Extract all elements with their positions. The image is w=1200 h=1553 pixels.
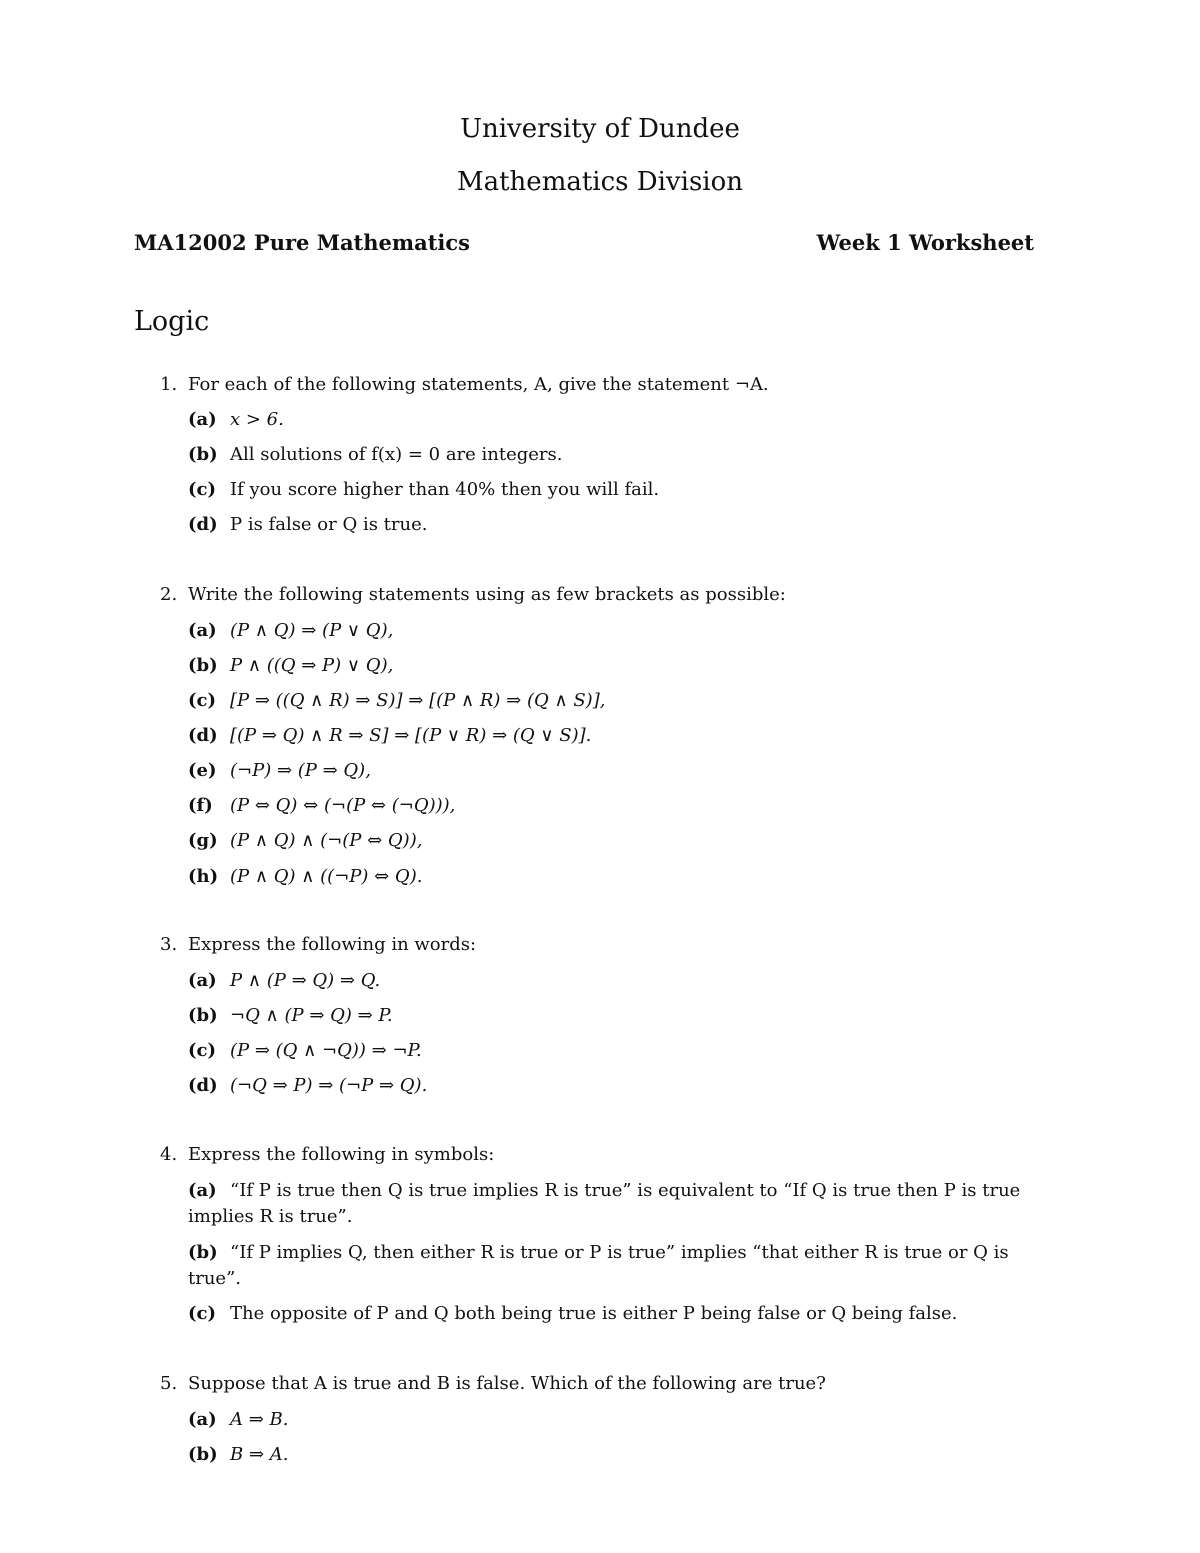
part-label: (e) [188, 760, 217, 781]
question-3-part-c [188, 1038, 1058, 1064]
part-text: (P ⇒ (Q ∧ ¬Q)) ⇒ ¬P. [230, 1040, 422, 1061]
part-text: x > 6. [230, 409, 284, 430]
question-2-part-e [188, 758, 1058, 784]
part-text: (P ∧ Q) ∧ ((¬P) ⇔ Q). [230, 866, 423, 887]
question-number: 3. [160, 934, 178, 955]
question-4-part-a [188, 1178, 1058, 1230]
part-text: (P ∧ Q) ⇒ (P ∨ Q), [230, 620, 394, 641]
question-1-part-a [188, 407, 1058, 433]
question-2-part-a [188, 618, 1058, 644]
part-label: (a) [188, 409, 217, 430]
question-2-part-f [188, 793, 1058, 819]
section-heading: Logic [134, 306, 210, 337]
question-3 [160, 933, 1060, 957]
week-label: Week 1 Worksheet [816, 230, 1034, 255]
question-5-part-a [188, 1407, 1058, 1433]
part-label: (b) [188, 655, 218, 676]
part-label: (c) [188, 690, 216, 711]
question-3-part-a [188, 968, 1058, 994]
question-1-part-b [188, 442, 1058, 468]
question-1-part-c [188, 477, 1058, 503]
part-label: (g) [188, 830, 218, 851]
question-5 [160, 1372, 1060, 1396]
question-2 [160, 583, 1060, 607]
question-3-part-b [188, 1003, 1058, 1029]
part-label: (c) [188, 1303, 216, 1324]
part-text: (P ∧ Q) ∧ (¬(P ⇔ Q)), [230, 830, 423, 851]
part-label: (a) [188, 1180, 217, 1201]
part-text: “If P is true then Q is true implies R is true” is equivalent to “If Q is true then P is true implies R is true”. [188, 1180, 1021, 1227]
part-text: B ⇒ A. [230, 1444, 289, 1465]
part-label: (b) [188, 1005, 218, 1026]
part-label: (a) [188, 970, 217, 991]
question-2-part-b [188, 653, 1058, 679]
question-text: Express the following in symbols: [188, 1144, 495, 1165]
question-2-part-h [188, 864, 1058, 890]
question-text: Write the following statements using as few brackets as possible: [188, 584, 786, 605]
part-text: A ⇒ B. [230, 1409, 289, 1430]
part-text: (¬Q ⇒ P) ⇒ (¬P ⇒ Q). [230, 1075, 428, 1096]
university-title: University of Dundee [460, 114, 740, 144]
part-text: The opposite of P and Q both being true is either P being false or Q being false. [230, 1303, 958, 1324]
part-text: [(P ⇒ Q) ∧ R ⇒ S] ⇒ [(P ∨ R) ⇒ (Q ∨ S)]. [230, 725, 592, 746]
part-text: All solutions of f(x) = 0 are integers. [230, 444, 563, 465]
part-label: (c) [188, 1040, 216, 1061]
part-text: If you score higher than 40% then you will fail. [230, 479, 660, 500]
part-label: (f) [188, 795, 213, 816]
question-2-part-d [188, 723, 1058, 749]
question-text: Suppose that A is true and B is false. Which of the following are true? [188, 1373, 826, 1394]
division-title: Mathematics Division [456, 167, 743, 197]
part-text: (¬P) ⇒ (P ⇒ Q), [230, 760, 371, 781]
part-text: P ∧ ((Q ⇒ P) ∨ Q), [230, 655, 394, 676]
part-label: (d) [188, 514, 218, 535]
part-label: (d) [188, 1075, 218, 1096]
question-2-part-c [188, 688, 1058, 714]
part-label: (c) [188, 479, 216, 500]
course-code: MA12002 Pure Mathematics [134, 230, 470, 255]
part-label: (a) [188, 1409, 217, 1430]
question-text: Express the following in words: [188, 934, 477, 955]
part-text: ¬Q ∧ (P ⇒ Q) ⇒ P. [230, 1005, 393, 1026]
question-4-part-b [188, 1240, 1058, 1292]
question-number: 5. [160, 1373, 178, 1394]
part-label: (b) [188, 444, 218, 465]
question-3-part-d [188, 1073, 1058, 1099]
part-text: (P ⇔ Q) ⇔ (¬(P ⇔ (¬Q))), [230, 795, 456, 816]
question-1-part-d [188, 512, 1058, 538]
part-label: (b) [188, 1444, 218, 1465]
part-text: “If P implies Q, then either R is true or P is true” implies “that either R is true or Q is true”. [188, 1242, 1009, 1289]
question-2-part-g [188, 828, 1058, 854]
question-5-part-b [188, 1442, 1058, 1468]
question-number: 2. [160, 584, 178, 605]
question-1 [160, 373, 1060, 397]
question-number: 1. [160, 374, 178, 395]
question-text: For each of the following statements, A, give the statement ¬A. [188, 374, 769, 395]
question-4-part-c [188, 1301, 1058, 1327]
part-label: (b) [188, 1242, 218, 1263]
question-4 [160, 1143, 1060, 1167]
question-number: 4. [160, 1144, 178, 1165]
part-label: (a) [188, 620, 217, 641]
part-text: P ∧ (P ⇒ Q) ⇒ Q. [230, 970, 381, 991]
part-label: (h) [188, 866, 219, 887]
part-text: P is false or Q is true. [230, 514, 428, 535]
part-text: [P ⇒ ((Q ∧ R) ⇒ S)] ⇒ [(P ∧ R) ⇒ (Q ∧ S)], [230, 690, 606, 711]
part-label: (d) [188, 725, 218, 746]
